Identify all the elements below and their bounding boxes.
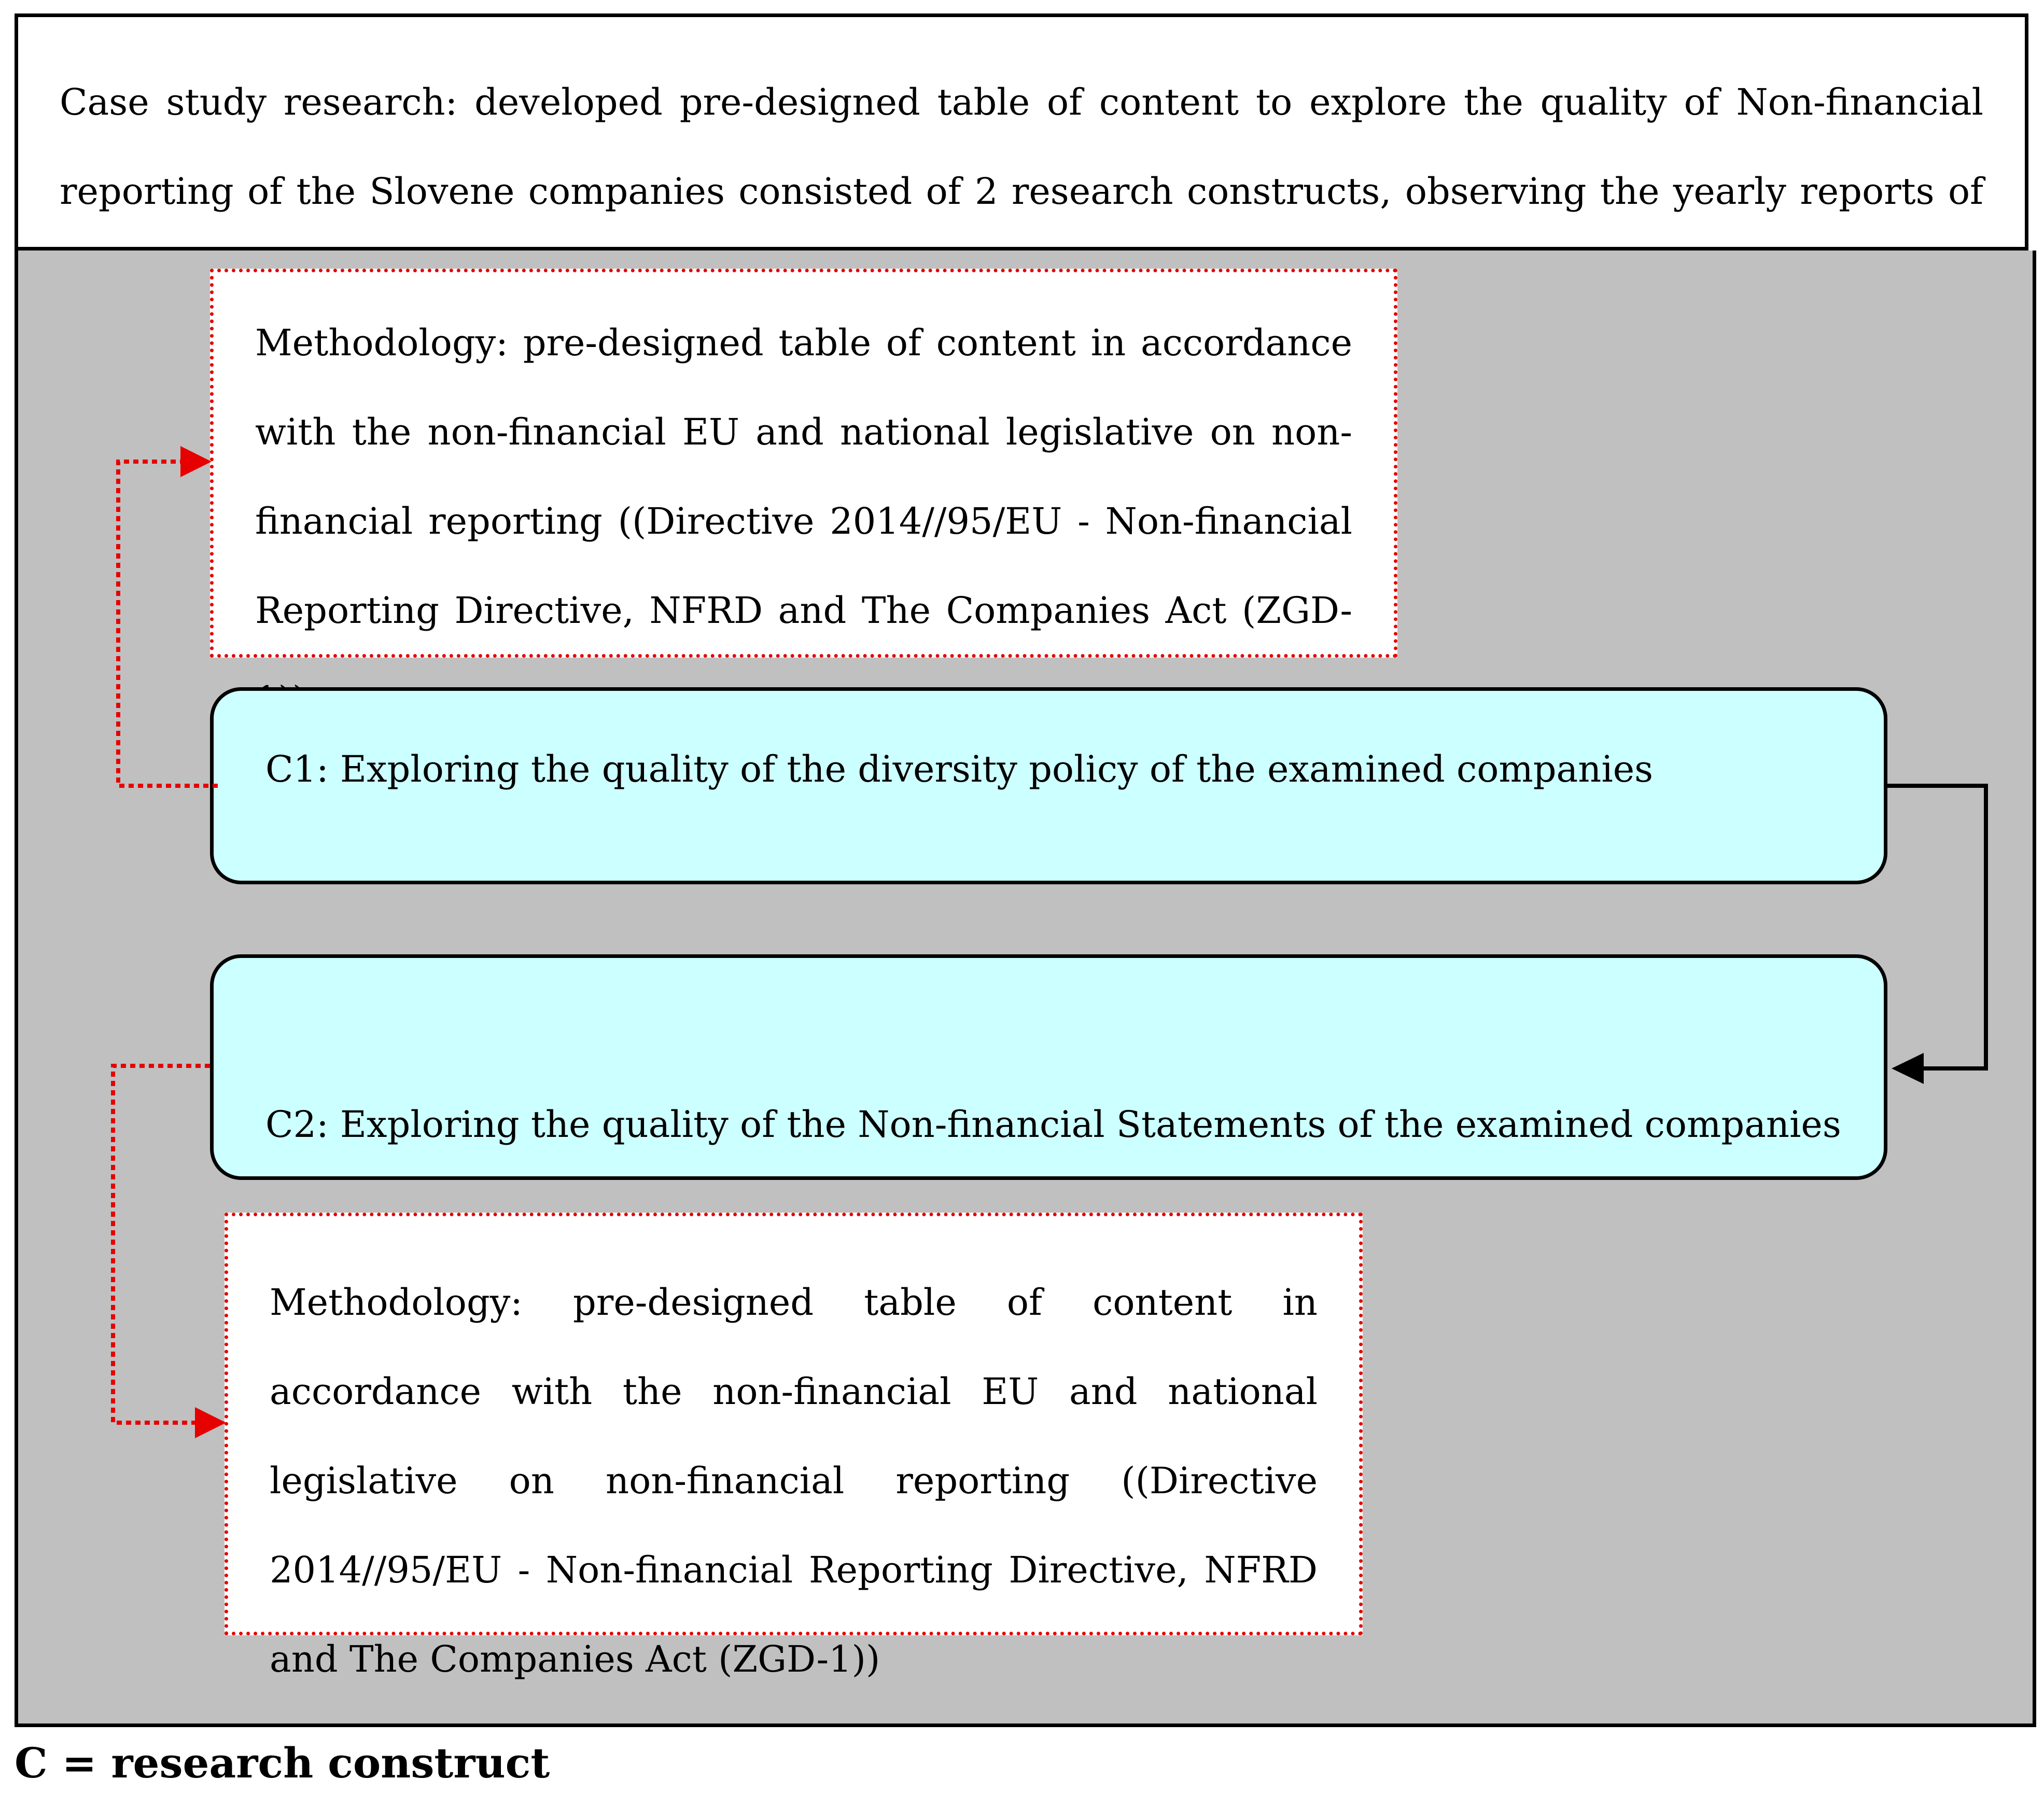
case-study-header-box bbox=[15, 13, 2028, 251]
methodology-box-bottom bbox=[225, 1213, 1363, 1680]
methodology-box-top bbox=[210, 269, 1397, 658]
construct-c2-text: C2: Exploring the quality of the Non-financial Statements of the examined companies bbox=[265, 1103, 1841, 1146]
construct-c1-text: C1: Exploring the quality of the diversity policy of the examined companies bbox=[265, 748, 1654, 790]
methodology-bottom-text: Methodology: pre-designed table of content in accordance with the non-financial EU and national legislative on non-financial reporting ((Directive 2014//95/EU - Non-financial Reporting Directive, NFRD and The Companies Act (ZGD-1)) bbox=[270, 1281, 1318, 1680]
construct-c1-box bbox=[210, 687, 1887, 884]
legend-text: C = research construct bbox=[15, 1739, 550, 1787]
construct-c2-box bbox=[210, 954, 1887, 1180]
case-study-header-text: Case study research: developed pre-designed table of content to explore the quality of Non-financial reporting of the Slovene companies consisted of 2 research constructs, observing the yearly reports of bbox=[60, 81, 1983, 213]
methodology-top-text: Methodology: pre-designed table of content in accordance with the non-financial EU and national legislative on non-financial reporting ((Directive 2014//95/EU - Non-financial Reporting Directive, NFRD and The Companies Act (ZGD- bbox=[255, 322, 1352, 632]
